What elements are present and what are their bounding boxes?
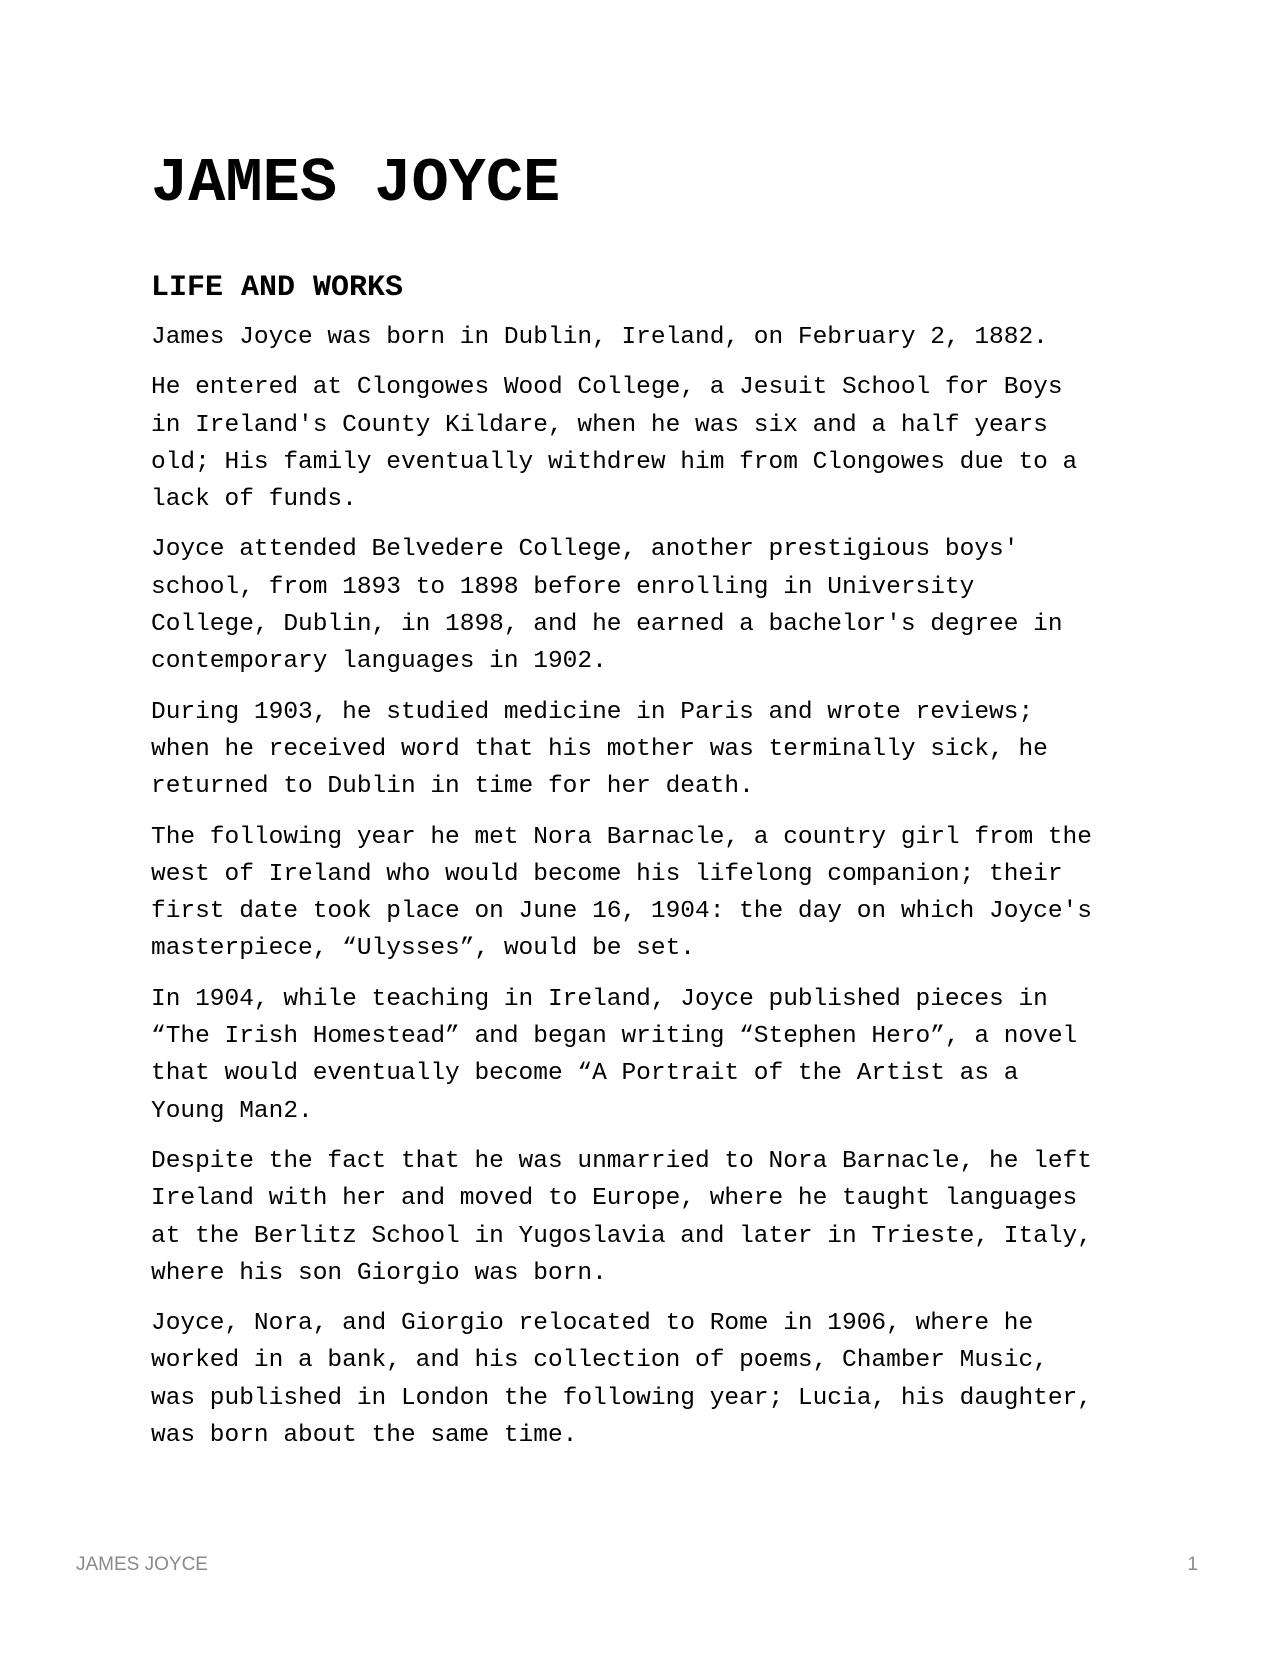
paragraph-line: that would eventually become “A Portrait of the Artist as a [151,1060,1019,1088]
paragraph-line: was published in London the following year; Lucia, his daughter, [151,1384,1092,1412]
paragraph-line: Young Man2. [151,1097,313,1125]
paragraph-line: west of Ireland who would become his lifelong companion; their [151,860,1063,888]
paragraph-line: He entered at Clongowes Wood College, a Jesuit School for Boys [151,374,1063,402]
paragraph-line: James Joyce was born in Dublin, Ireland, on February 2, 1882. [151,324,1048,351]
paragraph-line: Joyce, Nora, and Giorgio relocated to Rome in 1906, where he [151,1310,1034,1338]
paragraph-line: The following year he met Nora Barnacle, a country girl from the [151,823,1092,851]
paragraph [151,319,1191,356]
paragraph [151,694,1191,806]
paragraph-line: lack of funds. [151,486,357,514]
paragraph-line: Joyce attended Belvedere College, another prestigious boys' [151,536,1019,564]
paragraph-line: first date took place on June 16, 1904: the day on which Joyce's [151,898,1092,926]
paragraph-line: school, from 1893 to 1898 before enrolling in University [151,573,975,601]
paragraph-line: when he received word that his mother was terminally sick, he [151,735,1048,763]
paragraph-line: In 1904, while teaching in Ireland, Joyce published pieces in [151,985,1048,1013]
paragraph-line: “The Irish Homestead” and began writing “Stephen Hero”, a novel [151,1023,1078,1051]
paragraph-line: Despite the fact that he was unmarried to Nora Barnacle, he left [151,1147,1092,1175]
paragraph-line: returned to Dublin in time for her death. [151,773,754,801]
document-title: JAMES JOYCE [151,148,561,219]
section-heading: LIFE AND WORKS [151,271,404,305]
paragraph-line: worked in a bank, and his collection of poems, Chamber Music, [151,1347,1048,1375]
paragraph [151,981,1191,1130]
paragraph-line: College, Dublin, in 1898, and he earned a bachelor's degree in [151,611,1063,639]
paragraph-line: old; His family eventually withdrew him from Clongowes due to a [151,448,1078,476]
paragraph-line: During 1903, he studied medicine in Paris and wrote reviews; [151,698,1034,726]
paragraph [151,819,1191,968]
document-body [151,319,1191,1467]
paragraph [151,369,1191,518]
paragraph-line: in Ireland's County Kildare, when he was six and a half years [151,411,1048,439]
paragraph-line: at the Berlitz School in Yugoslavia and later in Trieste, Italy, [151,1222,1092,1250]
paragraph [151,531,1191,680]
paragraph-line: Ireland with her and moved to Europe, where he taught languages [151,1185,1078,1213]
paragraph-line: was born about the same time. [151,1422,578,1450]
paragraph-line: where his son Giorgio was born. [151,1259,607,1287]
paragraph-line: contemporary languages in 1902. [151,648,607,676]
paragraph [151,1305,1191,1454]
paragraph-line: masterpiece, “Ulysses”, would be set. [151,935,695,963]
page-number: 1 [1187,1554,1198,1575]
footer-title: JAMES JOYCE [76,1554,208,1575]
paragraph [151,1143,1191,1292]
